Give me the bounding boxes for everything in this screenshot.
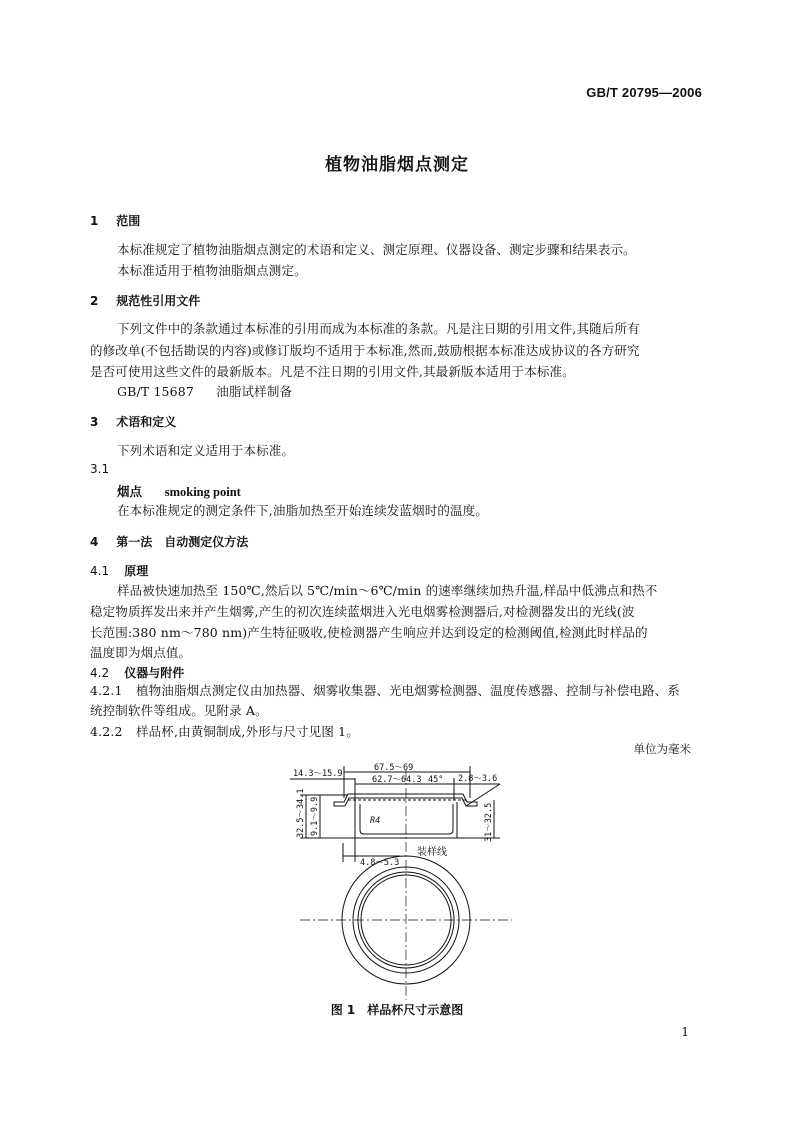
section-title: 范围 — [116, 214, 141, 228]
leader-line — [466, 784, 500, 806]
dim-thickness: 2.8～3.6 — [458, 774, 498, 784]
page-title: 植物油脂烟点测定 — [325, 155, 469, 175]
reference-title: 油脂试样制备 — [216, 384, 293, 399]
paragraph-line: 是否可使用这些文件的最新版本。凡是不注日期的引用文件,其最新版本适用于本标准。 — [90, 364, 575, 379]
clause-number: 4.2.1 — [90, 683, 123, 698]
subsection-title: 仪器与附件 — [124, 666, 185, 680]
dim-base-step: 4.8～5.3 — [360, 858, 400, 868]
section-number: 2 — [90, 294, 99, 308]
paragraph: 本标准规定了植物油脂烟点测定的术语和定义、测定原理、仪器设备、测定步骤和结果表示。 — [117, 242, 636, 257]
section-title: 术语和定义 — [116, 415, 177, 429]
clause-text: 样品杯,由黄铜制成,外形与尺寸见图 1。 — [136, 724, 359, 739]
paragraph: 本标准适用于植物油脂烟点测定。 — [117, 263, 307, 278]
unit-note: 单位为毫米 — [633, 742, 691, 756]
paragraph-line: 的修改单(不包括勘误的内容)或修订版均不适用于本标准,然而,鼓励根据本标准达成协议的各方研究 — [90, 343, 640, 358]
paragraph: 下列术语和定义适用于本标准。 — [117, 443, 295, 458]
term-english: smoking point — [164, 485, 241, 499]
page-number: 1 — [681, 1025, 689, 1039]
figure-caption: 图 1 样品杯尺寸示意图 — [330, 1003, 464, 1017]
standard-number: GB/T 20795—2006 — [586, 85, 702, 100]
dim-flange-width: 14.3～15.9 — [293, 769, 343, 779]
subsection-number: 4.1 — [90, 564, 110, 578]
fill-line-label: 装样线 — [417, 847, 447, 858]
paragraph-line: 下列文件中的条款通过本标准的引用而成为本标准的条款。凡是注日期的引用文件,其随后所有 — [117, 321, 640, 336]
dim-height-inner: 31～32.5 — [484, 802, 494, 842]
dim-angle: 45° — [428, 775, 444, 785]
section-number: 4 — [90, 535, 99, 549]
subclause-number: 3.1 — [90, 462, 110, 476]
paragraph-line: 长范围:380 nm～780 nm)产生特征吸收,使检测器产生响应并达到设定的检测阈值,检测此时样品的 — [90, 625, 648, 640]
section-title: 第一法 自动测定仪方法 — [116, 535, 249, 549]
term-definition: 在本标准规定的测定条件下,油脂加热至开始连续发蓝烟时的温度。 — [117, 503, 488, 518]
section-number: 3 — [90, 415, 99, 429]
subsection-title: 原理 — [124, 564, 149, 578]
dim-inner-diameter: 62.7～64.3 — [372, 775, 422, 785]
paragraph-line: 温度即为烟点值。 — [90, 645, 192, 660]
term-chinese: 烟点 — [117, 484, 143, 499]
dim-overall-diameter: 67.5～69 — [374, 763, 414, 773]
clause-text: 植物油脂烟点测定仪由加热器、烟雾收集器、光电烟雾检测器、温度传感器、控制与补偿电路、系 — [136, 683, 680, 698]
paragraph-line: 统控制软件等组成。见附录 A。 — [90, 703, 268, 718]
clause-number: 4.2.2 — [90, 724, 123, 739]
dim-radius: R4 — [370, 816, 381, 826]
section-title: 规范性引用文件 — [116, 294, 201, 308]
section-number: 1 — [90, 214, 99, 228]
dim-height-mid: 9.1～9.9 — [310, 796, 320, 836]
reference-code: GB/T 15687 — [117, 384, 194, 399]
paragraph-line: 稳定物质挥发出来并产生烟雾,产生的初次连续蓝烟进入光电烟雾检测器后,对检测器发出的光线(波 — [90, 604, 635, 619]
dim-height-outer: 32.5～34.1 — [296, 788, 306, 838]
subsection-number: 4.2 — [90, 666, 110, 680]
paragraph-line: 样品被快速加热至 150℃,然后以 5℃/min～6℃/min 的速率继续加热升温,样品中低沸点和热不 — [117, 583, 658, 598]
